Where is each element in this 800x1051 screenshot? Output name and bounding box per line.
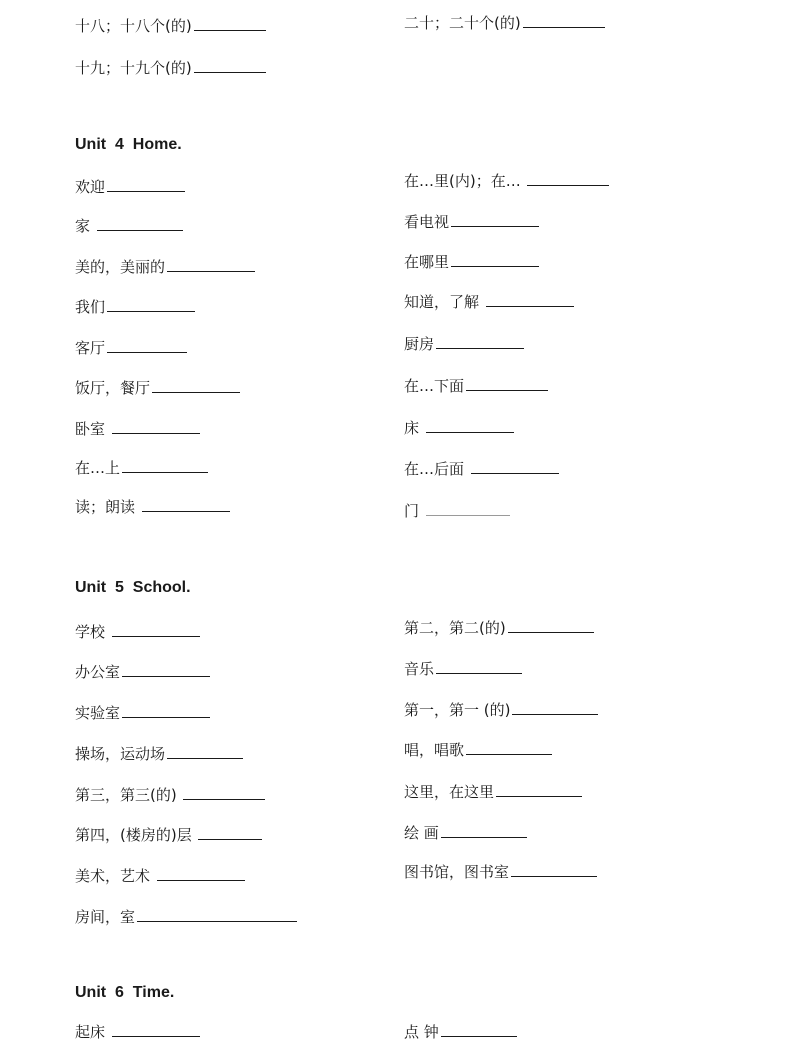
answer-blank[interactable] bbox=[466, 376, 548, 391]
term-label: 这里，在这里 bbox=[404, 783, 495, 801]
list-item bbox=[75, 662, 210, 682]
list-item bbox=[75, 866, 245, 886]
list-item bbox=[75, 744, 243, 764]
term-label: 客厅 bbox=[75, 339, 106, 357]
answer-blank[interactable] bbox=[122, 458, 208, 473]
term-label: 欢迎 bbox=[75, 178, 106, 196]
list-item bbox=[404, 292, 574, 312]
term-label: 在…里(内)；在… bbox=[404, 172, 526, 190]
term-label: 二十；二十个(的) bbox=[404, 14, 521, 32]
answer-blank[interactable] bbox=[122, 703, 210, 718]
answer-blank[interactable] bbox=[512, 700, 598, 715]
answer-blank[interactable] bbox=[183, 785, 265, 800]
term-label: 门 bbox=[404, 502, 424, 520]
answer-blank[interactable] bbox=[167, 257, 255, 272]
list-item bbox=[75, 458, 208, 478]
term-label: 床 bbox=[404, 419, 424, 437]
list-item bbox=[404, 862, 597, 882]
answer-blank[interactable] bbox=[527, 171, 609, 186]
list-item bbox=[75, 419, 200, 439]
term-label: 点 钟 bbox=[404, 1023, 439, 1041]
term-label: 厨房 bbox=[404, 335, 435, 353]
answer-blank[interactable] bbox=[508, 618, 594, 633]
term-label: 学校 bbox=[75, 623, 110, 641]
answer-blank[interactable] bbox=[112, 419, 200, 434]
answer-blank[interactable] bbox=[523, 13, 605, 28]
list-item bbox=[75, 16, 266, 36]
answer-blank[interactable] bbox=[194, 58, 266, 73]
answer-blank[interactable] bbox=[107, 338, 187, 353]
term-label: 第一，第一 (的) bbox=[404, 701, 511, 719]
list-item bbox=[75, 338, 187, 358]
list-item bbox=[404, 501, 510, 521]
answer-blank[interactable] bbox=[486, 292, 574, 307]
term-label: 十八；十八个(的) bbox=[75, 17, 192, 35]
list-item bbox=[404, 376, 548, 396]
answer-blank[interactable] bbox=[167, 744, 243, 759]
list-item bbox=[75, 703, 210, 723]
list-item bbox=[404, 252, 539, 272]
term-label: 实验室 bbox=[75, 704, 121, 722]
list-item bbox=[404, 418, 514, 438]
list-item bbox=[404, 171, 609, 191]
list-item bbox=[75, 825, 262, 845]
term-label: 操场，运动场 bbox=[75, 745, 166, 763]
list-item bbox=[404, 212, 539, 232]
answer-blank[interactable] bbox=[471, 459, 559, 474]
answer-blank[interactable] bbox=[441, 823, 527, 838]
answer-blank[interactable] bbox=[122, 662, 210, 677]
unit-6-heading: Unit 6 Time. bbox=[75, 984, 175, 1001]
list-item bbox=[404, 782, 582, 802]
answer-blank[interactable] bbox=[466, 740, 552, 755]
term-label: 绘 画 bbox=[404, 824, 439, 842]
answer-blank[interactable] bbox=[152, 378, 240, 393]
term-label: 第三，第三(的) bbox=[75, 786, 182, 804]
term-label: 美的，美丽的 bbox=[75, 258, 166, 276]
term-label: 十九；十九个(的) bbox=[75, 59, 192, 77]
term-label: 图书馆，图书室 bbox=[404, 863, 510, 881]
term-label: 美术，艺术 bbox=[75, 867, 155, 885]
term-label: 在…后面 bbox=[404, 460, 469, 478]
list-item bbox=[75, 216, 183, 236]
list-item bbox=[404, 618, 594, 638]
answer-blank[interactable] bbox=[426, 501, 510, 516]
list-item bbox=[75, 297, 195, 317]
list-item bbox=[75, 907, 297, 927]
answer-blank[interactable] bbox=[97, 216, 183, 231]
answer-blank[interactable] bbox=[198, 825, 262, 840]
answer-blank[interactable] bbox=[451, 212, 539, 227]
answer-blank[interactable] bbox=[194, 16, 266, 31]
list-item bbox=[75, 257, 255, 277]
list-item bbox=[404, 1022, 517, 1042]
term-label: 卧室 bbox=[75, 420, 110, 438]
term-label: 在…下面 bbox=[404, 377, 465, 395]
answer-blank[interactable] bbox=[107, 177, 185, 192]
answer-blank[interactable] bbox=[112, 622, 200, 637]
term-label: 看电视 bbox=[404, 213, 450, 231]
unit-4-heading: Unit 4 Home. bbox=[75, 136, 182, 153]
list-item bbox=[404, 334, 524, 354]
answer-blank[interactable] bbox=[157, 866, 245, 881]
term-label: 饭厅，餐厅 bbox=[75, 379, 151, 397]
list-item bbox=[75, 177, 185, 197]
term-label: 我们 bbox=[75, 298, 106, 316]
list-item bbox=[404, 740, 552, 760]
term-label: 房间，室 bbox=[75, 908, 136, 926]
list-item bbox=[75, 1022, 200, 1042]
answer-blank[interactable] bbox=[137, 907, 297, 922]
list-item bbox=[75, 58, 266, 78]
list-item bbox=[404, 459, 559, 479]
term-label: 读；朗读 bbox=[75, 498, 140, 516]
list-item bbox=[404, 13, 605, 33]
term-label: 在哪里 bbox=[404, 253, 450, 271]
term-label: 音乐 bbox=[404, 660, 435, 678]
answer-blank[interactable] bbox=[426, 418, 514, 433]
term-label: 第二，第二(的) bbox=[404, 619, 506, 637]
answer-blank[interactable] bbox=[107, 297, 195, 312]
answer-blank[interactable] bbox=[142, 497, 230, 512]
list-item bbox=[404, 700, 598, 720]
term-label: 唱，唱歌 bbox=[404, 741, 465, 759]
list-item bbox=[75, 378, 240, 398]
list-item bbox=[75, 785, 265, 805]
answer-blank[interactable] bbox=[436, 334, 524, 349]
term-label: 起床 bbox=[75, 1023, 110, 1041]
term-label: 办公室 bbox=[75, 663, 121, 681]
answer-blank[interactable] bbox=[436, 659, 522, 674]
answer-blank[interactable] bbox=[112, 1022, 200, 1037]
answer-blank[interactable] bbox=[441, 1022, 517, 1037]
answer-blank[interactable] bbox=[451, 252, 539, 267]
list-item bbox=[404, 659, 522, 679]
term-label: 在…上 bbox=[75, 459, 121, 477]
list-item bbox=[75, 622, 200, 642]
list-item bbox=[404, 823, 527, 843]
list-item bbox=[75, 497, 230, 517]
unit-5-heading: Unit 5 School. bbox=[75, 579, 191, 596]
term-label: 家 bbox=[75, 217, 95, 235]
term-label: 第四，(楼房的)层 bbox=[75, 826, 197, 844]
answer-blank[interactable] bbox=[511, 862, 597, 877]
answer-blank[interactable] bbox=[496, 782, 582, 797]
term-label: 知道，了解 bbox=[404, 293, 484, 311]
